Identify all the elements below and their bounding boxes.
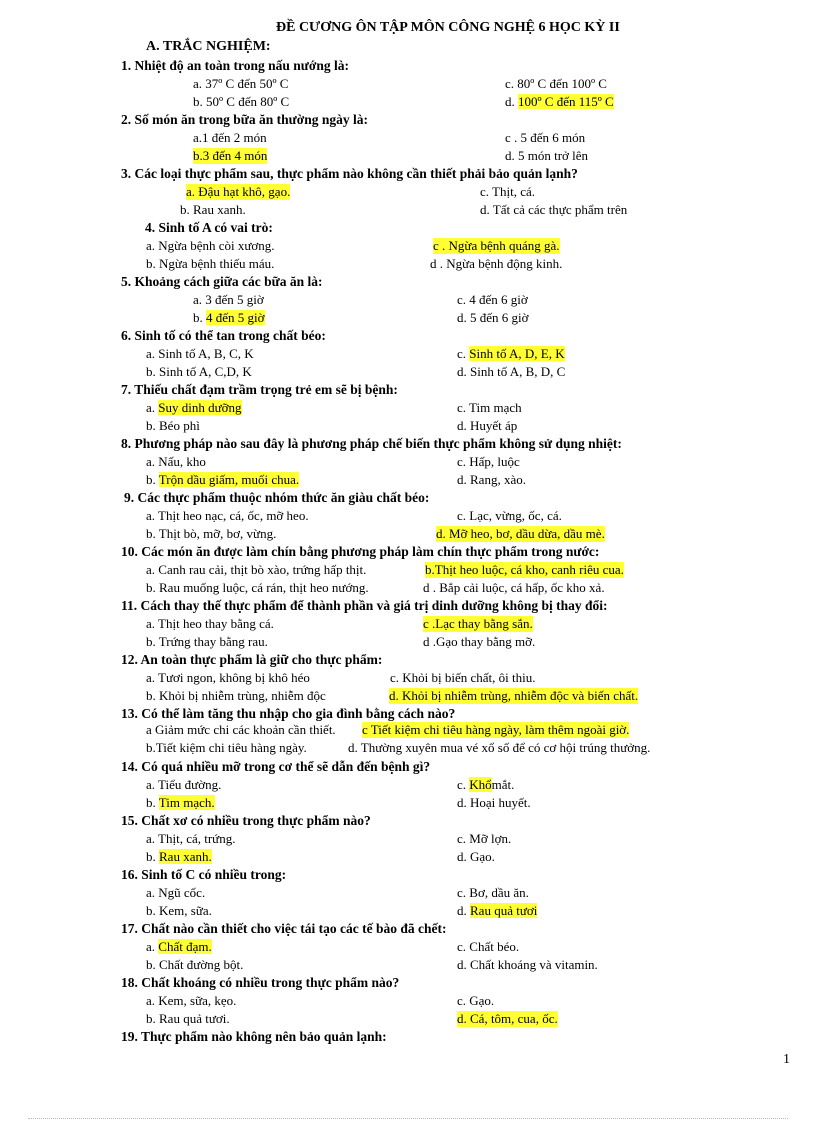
option-11a: a. Thịt heo thay bằng cá. — [146, 616, 274, 631]
question-7: 7. Thiếu chất đạm trầm trọng trẻ em sẽ bị bệnh: — [121, 382, 398, 397]
option-12a: a. Tươi ngon, không bị khô héo — [146, 670, 310, 685]
option-17a: a. Chất đạm. — [146, 939, 212, 954]
option-11d: d .Gạo thay bằng mỡ. — [423, 634, 536, 649]
question-16: 16. Sinh tố C có nhiều trong: — [121, 867, 287, 882]
option-4d: d . Ngừa bệnh động kinh. — [430, 256, 563, 271]
option-14a: a. Tiểu đường. — [146, 777, 222, 792]
option-10b: b. Rau muống luộc, cá rán, thịt heo nướng. — [146, 580, 369, 595]
option-8a: a. Nấu, kho — [146, 454, 206, 469]
option-4a: a. Ngừa bệnh còi xương. — [146, 238, 275, 253]
question-13: 13. Có thể làm tăng thu nhập cho gia đình bằng cách nào? — [121, 706, 456, 721]
option-11b: b. Trứng thay bằng rau. — [146, 634, 268, 649]
option-18b: b. Rau quả tươi. — [146, 1011, 230, 1026]
option-6b: b. Sinh tố A, C,D, K — [146, 364, 252, 379]
option-6a: a. Sinh tố A, B, C, K — [146, 346, 254, 361]
option-8c: c. Hấp, luộc — [457, 454, 520, 469]
question-17: 17. Chất nào cần thiết cho việc tái tạo các tế bào đã chết: — [121, 921, 447, 936]
option-5d: d. 5 đến 6 giờ — [457, 310, 529, 325]
option-16d: d. Rau quả tươi — [457, 903, 538, 918]
option-7d: d. Huyết áp — [457, 418, 518, 433]
option-1c: c. 80º C đến 100º C — [505, 76, 607, 91]
option-7b: b. Béo phì — [146, 418, 200, 433]
option-12d: d. Khỏi bị nhiễm trùng, nhiễm độc và biến chất. — [389, 688, 639, 703]
question-1: 1. Nhiệt độ an toàn trong nấu nướng là: — [121, 58, 349, 73]
option-1d: d. 100º C đến 115º C — [505, 94, 614, 109]
option-15a: a. Thịt, cá, trứng. — [146, 831, 236, 846]
option-17d: d. Chất khoáng và vitamin. — [457, 957, 598, 972]
option-9d: d. Mỡ heo, bơ, dầu dừa, dầu mè. — [436, 526, 605, 541]
question-14: 14. Có quá nhiều mỡ trong cơ thể sẽ dẫn đến bệnh gì? — [121, 759, 431, 774]
option-14c: c. Khổmắt. — [457, 777, 515, 792]
option-3c: c. Thịt, cá. — [480, 184, 535, 199]
option-5b: b. 4 đến 5 giờ — [193, 310, 265, 325]
option-2a: a.1 đến 2 món — [193, 130, 267, 145]
option-15c: c. Mỡ lợn. — [457, 831, 512, 846]
option-13b: b.Tiết kiệm chi tiêu hàng ngày. — [146, 740, 307, 755]
option-7c: c. Tim mạch — [457, 400, 522, 415]
option-11c: c .Lạc thay bằng sắn. — [423, 616, 533, 631]
question-19: 19. Thực phẩm nào không nên bảo quản lạnh: — [121, 1029, 387, 1044]
option-16a: a. Ngũ cốc. — [146, 885, 206, 900]
option-3d: d. Tất cả các thực phẩm trên — [480, 202, 628, 217]
option-18c: c. Gạo. — [457, 993, 495, 1008]
option-7a: a. Suy dinh dưỡng — [146, 400, 242, 415]
option-9c: c. Lạc, vừng, ốc, cá. — [457, 508, 562, 523]
option-18a: a. Kem, sữa, kẹo. — [146, 993, 237, 1008]
option-4c: c . Ngừa bệnh quáng gà. — [433, 238, 560, 253]
option-16c: c. Bơ, dầu ăn. — [457, 885, 529, 900]
option-2b: b.3 đến 4 món — [193, 148, 268, 163]
option-14b: b. Tim mạch. — [146, 795, 215, 810]
option-10c: b.Thịt heo luộc, cá kho, canh riêu cua. — [425, 562, 624, 577]
option-2d: d. 5 món trở lên — [505, 148, 589, 163]
option-10a: a. Canh rau cải, thịt bò xào, trứng hấp thịt. — [146, 562, 367, 577]
option-15d: d. Gạo. — [457, 849, 495, 864]
question-4: 4. Sinh tố A có vai trò: — [145, 220, 273, 235]
option-6c: c. Sinh tố A, D, E, K — [457, 346, 565, 361]
option-17c: c. Chất béo. — [457, 939, 520, 954]
option-2c: c . 5 đến 6 món — [505, 130, 586, 145]
option-3b: b. Rau xanh. — [180, 202, 246, 217]
option-10d: d . Bắp cải luộc, cá hấp, ốc kho xả. — [423, 580, 605, 595]
section-heading: A. TRẮC NGHIỆM: — [146, 39, 271, 54]
option-8b: b. Trộn dầu giấm, muối chua. — [146, 472, 300, 487]
option-13d: d. Thường xuyên mua vé xổ số để có cơ hội trúng thưởng. — [348, 740, 651, 755]
option-15b: b. Rau xanh. — [146, 849, 212, 864]
option-1b: b. 50º C đến 80º C — [193, 94, 290, 109]
option-14d: d. Hoại huyết. — [457, 795, 531, 810]
question-2: 2. Số món ăn trong bữa ăn thường ngày là: — [121, 112, 368, 127]
question-8: 8. Phương pháp nào sau đây là phương pháp chế biến thực phẩm không sử dụng nhiệt: — [121, 436, 622, 451]
option-8d: d. Rang, xào. — [457, 472, 526, 487]
page-number: 1 — [783, 1052, 790, 1067]
question-12: 12. An toàn thực phẩm là giữ cho thực phẩm: — [121, 652, 383, 667]
option-1a: a. 37º C đến 50º C — [193, 76, 289, 91]
option-13a: a Giảm mức chi các khoản cần thiết. — [146, 722, 336, 737]
option-4b: b. Ngừa bệnh thiếu máu. — [146, 256, 275, 271]
option-18d: d. Cá, tôm, cua, ốc. — [457, 1011, 558, 1026]
option-13c: c Tiết kiệm chi tiêu hàng ngày, làm thêm ngoài giờ. — [362, 722, 630, 737]
page-footer-divider — [28, 1118, 788, 1119]
question-10: 10. Các món ăn được làm chín bằng phương pháp làm chín thực phẩm trong nước: — [121, 544, 600, 559]
question-9: 9. Các thực phẩm thuộc nhóm thức ăn giàu chất béo: — [124, 490, 430, 505]
option-9a: a. Thịt heo nạc, cá, ốc, mỡ heo. — [146, 508, 309, 523]
document-title: ĐỀ CƯƠNG ÔN TẬP MÔN CÔNG NGHỆ 6 HỌC KỲ II — [276, 20, 620, 35]
option-5c: c. 4 đến 6 giờ — [457, 292, 528, 307]
question-6: 6. Sinh tố có thể tan trong chất béo: — [121, 328, 326, 343]
option-12b: b. Khỏi bị nhiễm trùng, nhiễm độc — [146, 688, 326, 703]
option-12c: c. Khỏi bị biến chất, ôi thiu. — [390, 670, 536, 685]
question-15: 15. Chất xơ có nhiều trong thực phẩm nào? — [121, 813, 371, 828]
question-18: 18. Chất khoáng có nhiều trong thực phẩm nào? — [121, 975, 400, 990]
question-3: 3. Các loại thực phẩm sau, thực phẩm nào không cần thiết phải bảo quản lạnh? — [121, 166, 578, 181]
option-3a: a. Đậu hạt khô, gạo. — [186, 184, 291, 199]
option-16b: b. Kem, sữa. — [146, 903, 212, 918]
option-17b: b. Chất đường bột. — [146, 957, 244, 972]
option-9b: b. Thịt bò, mỡ, bơ, vừng. — [146, 526, 277, 541]
option-5a: a. 3 đến 5 giờ — [193, 292, 264, 307]
question-5: 5. Khoảng cách giữa các bữa ăn là: — [121, 274, 323, 289]
option-6d: d. Sinh tố A, B, D, C — [457, 364, 566, 379]
question-11: 11. Cách thay thế thực phẩm để thành phần và giá trị dinh dưỡng không bị thay đổi: — [121, 598, 608, 613]
